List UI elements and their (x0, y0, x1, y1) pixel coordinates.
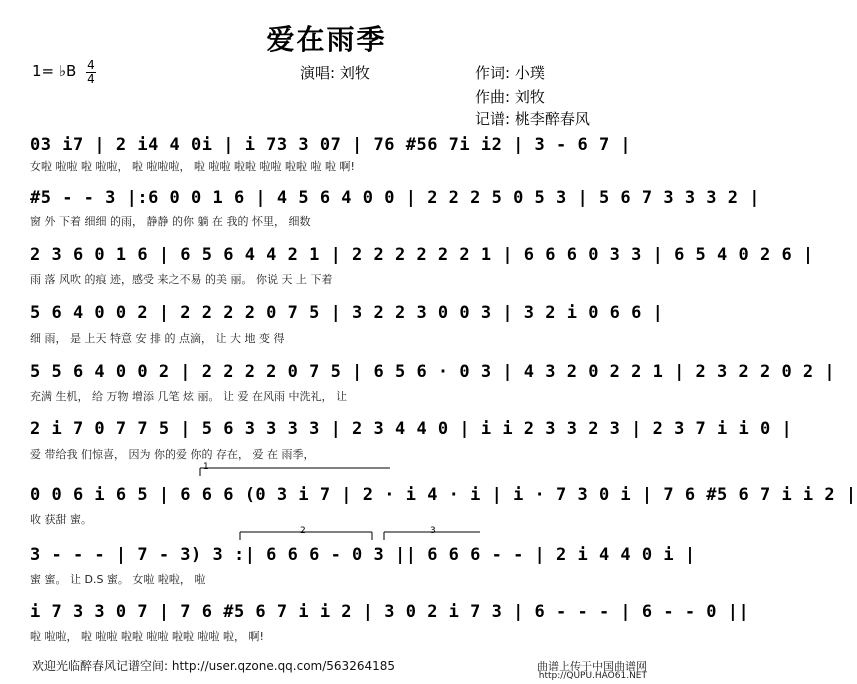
score-row-8-lyrics: 蜜 蜜。 让 D.S 蜜。 女啦 啦啦， 啦 (30, 573, 206, 586)
singer: 演唱: 刘牧 (300, 64, 370, 82)
composer: 作曲: 刘牧 (475, 88, 545, 106)
score-row-1-notes: 03 i7 | 2 i4 4 0i | i 73 3 07 | 76 #56 7i i2 | 3 - 6 7 | (30, 135, 632, 155)
transcriber: 记谱: 桃李醉春风 (475, 110, 590, 128)
volta-2-label: 2 (300, 526, 306, 536)
score-row-6-notes: 2 i 7 0 7 7 5 | 5 6 3 3 3 3 | 2 3 4 4 0 | i i 2 3 3 2 3 | 2 3 7 i i 0 | (30, 419, 793, 439)
score-row-3-notes: 2 3 6 0 1 6 | 6 5 6 4 4 2 1 | 2 2 2 2 2 2 1 | 6 6 6 0 3 3 | 6 5 4 0 2 6 | (30, 245, 814, 265)
watermark-line-1: 曲谱上传于中国曲谱网 (537, 660, 647, 673)
score-row-8-notes: 3 - - - | 7 - 3) 3 :| 6 6 6 - 0 3 || 6 6 6 - - | 2 i 4 4 0 i | (30, 545, 696, 565)
lyricist: 作词: 小璞 (475, 64, 545, 82)
score-row-1-lyrics: 女啦 啦啦 啦 啦啦， 啦 啦啦啦， 啦 啦啦 啦啦 啦啦 啦啦 啦 啦 啊! (30, 160, 355, 173)
score-row-5-lyrics: 充满 生机， 给 万物 增添 几笔 炫 丽。 让 爱 在风雨 中洗礼， 让 (30, 390, 347, 403)
score-row-6-lyrics: 爱 带给我 们惊喜， 因为 你的爱 你的 存在， 爱 在 雨季， (30, 448, 315, 461)
score-row-7-lyrics: 收 获甜 蜜。 (30, 513, 92, 526)
score-row-4-notes: 5 6 4 0 0 2 | 2 2 2 2 0 7 5 | 3 2 2 3 0 0 3 | 3 2 i 0 6 6 | (30, 303, 664, 323)
score-row-5-notes: 5 5 6 4 0 0 2 | 2 2 2 2 0 7 5 | 6 5 6 · 0 3 | 4 3 2 0 2 2 1 | 2 3 2 2 0 2 | (30, 362, 836, 382)
score-row-2-lyrics: 窗 外 下着 细细 的雨， 静静 的你 躺 在 我的 怀里， 细数 (30, 215, 311, 228)
score-row-4-lyrics: 细 雨， 是 上天 特意 安 排 的 点滴， 让 大 地 变 得 (30, 332, 285, 345)
watermark-line-2: http://QUPU.HAO61.NET (538, 671, 647, 681)
key-signature: 1= ♭B (32, 62, 77, 80)
time-numerator: 4 (87, 58, 95, 72)
score-row-9-notes: i 7 3 3 0 7 | 7 6 #5 6 7 i i 2 | 3 0 2 i 7 3 | 6 - - - | 6 - - 0 || (30, 602, 750, 622)
song-title: 爱在雨季 (266, 23, 387, 56)
footer-link: 欢迎光临醉春风记谱空间: http://user.qzone.qq.com/563264185 (32, 659, 396, 673)
score-row-3-lyrics: 雨 落 风吹 的痕 迹，感受 来之不易 的美 丽。 你说 天 上 下着 (30, 273, 333, 286)
volta-1-label: 1 (203, 462, 209, 472)
time-denominator: 4 (87, 72, 95, 86)
score-row-7-notes: 0 0 6 i 6 5 | 6 6 6 (0 3 i 7 | 2 · i 4 · i | i · 7 3 0 i | 7 6 #5 6 7 i i 2 | (30, 485, 857, 505)
score-row-2-notes: #5 - - 3 |:6 0 0 1 6 | 4 5 6 4 0 0 | 2 2 2 5 0 5 3 | 5 6 7 3 3 3 2 | (30, 188, 760, 208)
score-row-9-lyrics: 啦 啦啦， 啦 啦啦 啦啦 啦啦 啦啦 啦啦 啦， 啊! (30, 630, 264, 643)
volta-3-label: 3 (430, 526, 436, 536)
